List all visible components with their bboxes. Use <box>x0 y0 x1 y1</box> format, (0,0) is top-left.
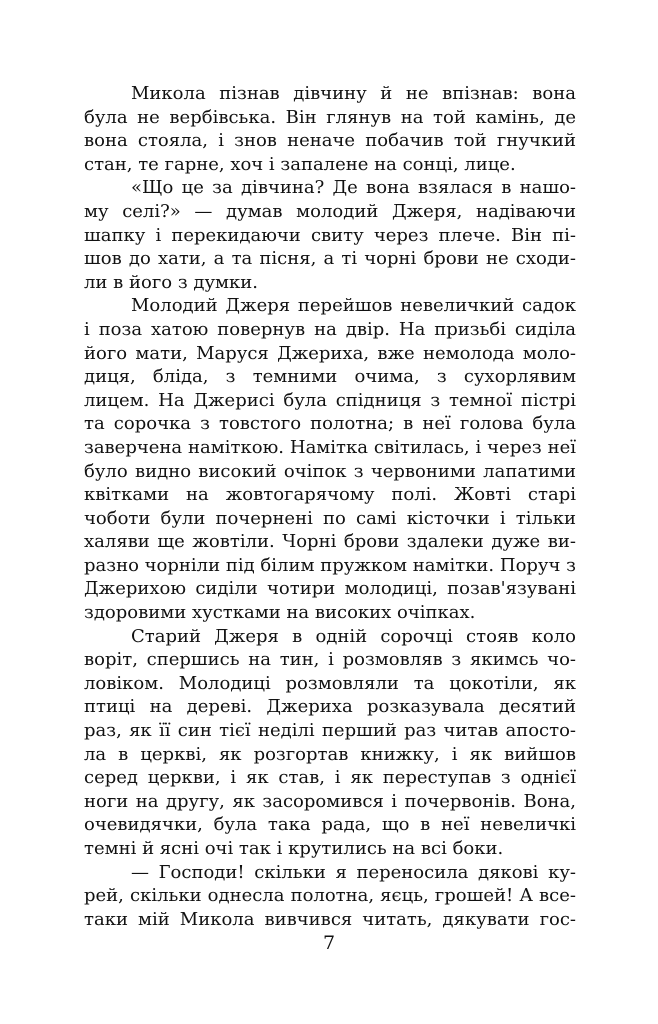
paragraph-3 <box>84 294 576 624</box>
text-line: ловіком. Молодиці розмовляли та цокотіли, як <box>84 672 576 694</box>
text-line: було видно високий очіпок з червоними лапатими <box>84 460 576 482</box>
text-line: Джерихою сиділи чотири молодиці, позав'язувані <box>84 578 576 600</box>
text-line: Микола пізнав дівчину й не впізнав: вона <box>131 83 576 104</box>
text-line: диця, бліда, з темними очима, з сухорлявим <box>84 366 576 388</box>
page-number: 7 <box>322 932 336 954</box>
text-line: ли в його з думки. <box>84 271 259 293</box>
text-line: птиці на дереві. Джериха розказувала десятий <box>84 696 576 718</box>
text-line: халяви ще жовтіли. Чорні брови здалеки дуже ви- <box>84 531 576 553</box>
text-line: «Що це за дівчина? Де вона взялася в нашо- <box>131 177 576 199</box>
text-line: разно чорніли під білим пружком намітки. Поруч з <box>84 554 576 576</box>
text-line: і поза хатою повернув на двір. На призьбі сиділа <box>84 318 576 340</box>
paragraph-2 <box>84 176 576 294</box>
paragraph-5 <box>84 861 576 932</box>
text-line: його мати, Маруся Джериха, вже немолода моло- <box>84 342 576 364</box>
text-line: раз, як її син тієї неділі перший раз читав апосто- <box>84 720 576 742</box>
paragraph-4 <box>84 625 576 861</box>
text-line: очевидячки, була така рада, що в неї невеличкі <box>84 814 576 836</box>
text-line: му селі?» — думав молодий Джеря, надіваючи <box>84 200 576 222</box>
text-line: темні й ясні очі так і крутились на всі боки. <box>84 838 504 859</box>
text-line: стан, те гарне, хоч і запалене на сонці, лице. <box>84 153 516 175</box>
text-line: та сорочка з товстого полотна; в неї голова була <box>84 413 576 435</box>
text-line: воріт, спершись на тин, і розмовляв з якимсь чо- <box>84 649 576 671</box>
text-line: квітками на жовтогарячому полі. Жовті старі <box>84 484 576 506</box>
text-line: таки мій Микола вивчився читать, дякувати гос- <box>84 908 576 930</box>
text-line: Старий Джеря в одній сорочці стояв коло <box>131 625 576 647</box>
text-line: лицем. На Джерисі була спідниця з темної пістрі <box>84 389 576 411</box>
text-line: шов до хати, а та пісня, а ті чорні брови не сходи- <box>84 248 576 270</box>
text-line: ла в церкві, як розгортав книжку, і як вийшов <box>84 743 576 765</box>
text-line: — Господи! скільки я переносила дякові ку- <box>131 861 576 883</box>
paragraph-1 <box>84 82 576 176</box>
text-line: вона стояла, і знов неначе побачив той гнучкий <box>84 130 576 152</box>
text-line: серед церкви, і як став, і як переступав з однієї <box>84 767 576 789</box>
text-line: ноги на другу, як засоромився і почервонів. Вона, <box>84 790 576 812</box>
text-line: здоровими хустками на високих очіпках. <box>84 602 476 624</box>
text-line: була не вербівська. Він глянув на той камінь, де <box>84 106 576 128</box>
body-text <box>84 82 576 931</box>
text-line: рей, скільки однесла полотна, яєць, грошей! А все- <box>84 885 576 907</box>
text-line: заверчена наміткою. Намітка світилась, і через неї <box>84 436 576 458</box>
text-line: шапку і перекидаючи свиту через плече. Він пі- <box>84 224 576 246</box>
text-line: Молодий Джеря перейшов невеличкий садок <box>131 295 576 317</box>
text-line: чоботи були почернені по самі кісточки і тільки <box>84 507 576 529</box>
